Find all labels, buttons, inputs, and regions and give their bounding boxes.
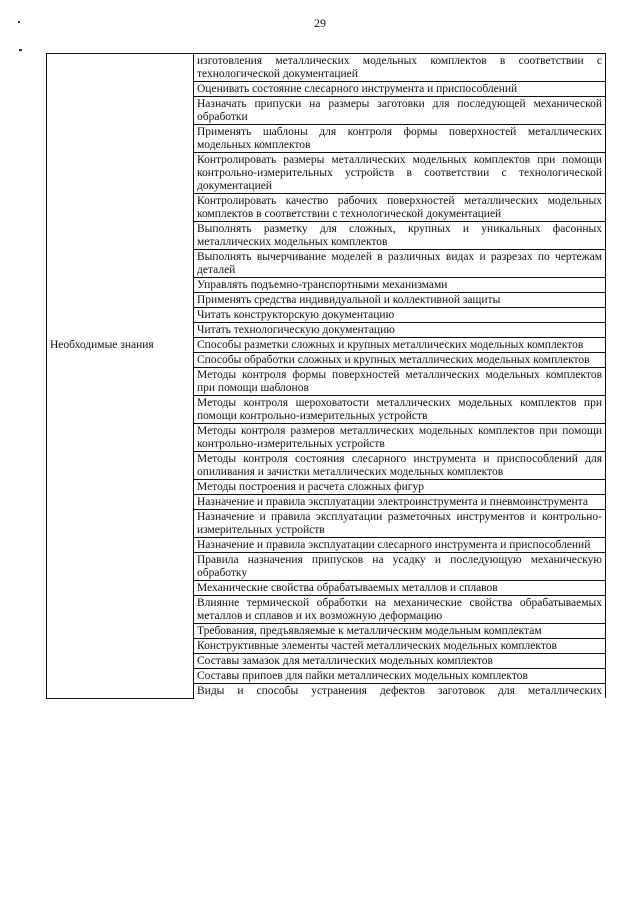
scan-mark — [19, 49, 22, 51]
knowledge-cell: Методы контроля размеров металлических модельных комплектов при помощи контрольно-измерительных устройств — [194, 424, 606, 452]
knowledge-cell: Методы контроля формы поверхностей металлических модельных комплектов при помощи шаблонов — [194, 368, 606, 396]
knowledge-cell — [194, 684, 606, 699]
knowledge-cell: Методы построения и расчета сложных фигур — [194, 480, 606, 495]
skill-cell: Применять средства индивидуальной и коллективной защиты — [194, 293, 606, 308]
skill-cell: изготовления металлических модельных комплектов в соответствии с технологической документацией — [194, 54, 606, 82]
skill-cell: Выполнять разметку для сложных, крупных и уникальных фасонных металлических модельных комплектов — [194, 222, 606, 250]
scan-mark — [18, 21, 20, 23]
knowledge-cell: Назначение и правила эксплуатации разметочных инструментов и контрольно-измерительных устройств — [194, 510, 606, 538]
skill-cell: Выполнять вычерчивание моделей в различных видах и разрезах по чертежам деталей — [194, 250, 606, 278]
skill-cell: Управлять подъемно-транспортными механизмами — [194, 278, 606, 293]
knowledge-cell: Конструктивные элементы частей металлических модельных комплектов — [194, 639, 606, 654]
skills-label-cell — [47, 54, 194, 338]
skill-cell: Контролировать размеры металлических модельных комплектов при помощи контрольно-измерительных устройств в соответствии с технологической документацией — [194, 153, 606, 194]
knowledge-cell: Методы контроля состояния слесарного инструмента и приспособлений для опиливания и зачистки металлических модельных комплектов — [194, 452, 606, 480]
knowledge-cell: Назначение и правила эксплуатации электроинструмента и пневмоинструмента — [194, 495, 606, 510]
page-number: 29 — [314, 16, 326, 30]
skill-cell: Контролировать качество рабочих поверхностей металлических модельных комплектов в соответствии с технологической документацией — [194, 194, 606, 222]
knowledge-cell: Механические свойства обрабатываемых металлов и сплавов — [194, 581, 606, 596]
knowledge-cell-text: Виды и способы устранения дефектов заготовок для металлических — [197, 685, 602, 697]
knowledge-cell: Способы разметки сложных и крупных металлических модельных комплектов — [194, 338, 606, 353]
skill-cell: Применять шаблоны для контроля формы поверхностей металлических модельных комплектов — [194, 125, 606, 153]
knowledge-cell: Составы замазок для металлических модельных комплектов — [194, 654, 606, 669]
table-row — [47, 338, 606, 353]
knowledge-cell: Способы обработки сложных и крупных металлических модельных комплектов — [194, 353, 606, 368]
skill-cell: Назначать припуски на размеры заготовки для последующей механической обработки — [194, 97, 606, 125]
skill-cell: Читать конструкторскую документацию — [194, 308, 606, 323]
skill-cell: Оценивать состояние слесарного инструмента и приспособлений — [194, 82, 606, 97]
skill-cell: Читать технологическую документацию — [194, 323, 606, 338]
knowledge-cell: Влияние термической обработки на механические свойства обрабатываемых металлов и сплавов и их возможную деформацию — [194, 596, 606, 624]
knowledge-cell: Методы контроля шероховатости металлических модельных комплектов при помощи контрольно-измерительных устройств — [194, 396, 606, 424]
knowledge-cell: Назначение и правила эксплуатации слесарного инструмента и приспособлений — [194, 538, 606, 553]
knowledge-cell: Правила назначения припусков на усадку и последующую механическую обработку — [194, 553, 606, 581]
knowledge-cell: Требования, предъявляемые к металлическим модельным комплектам — [194, 624, 606, 639]
knowledge-label-cell: Необходимые знания — [47, 338, 194, 699]
table-row — [47, 54, 606, 82]
competency-table — [46, 53, 606, 699]
knowledge-cell: Составы припоев для пайки металлических модельных комплектов — [194, 669, 606, 684]
